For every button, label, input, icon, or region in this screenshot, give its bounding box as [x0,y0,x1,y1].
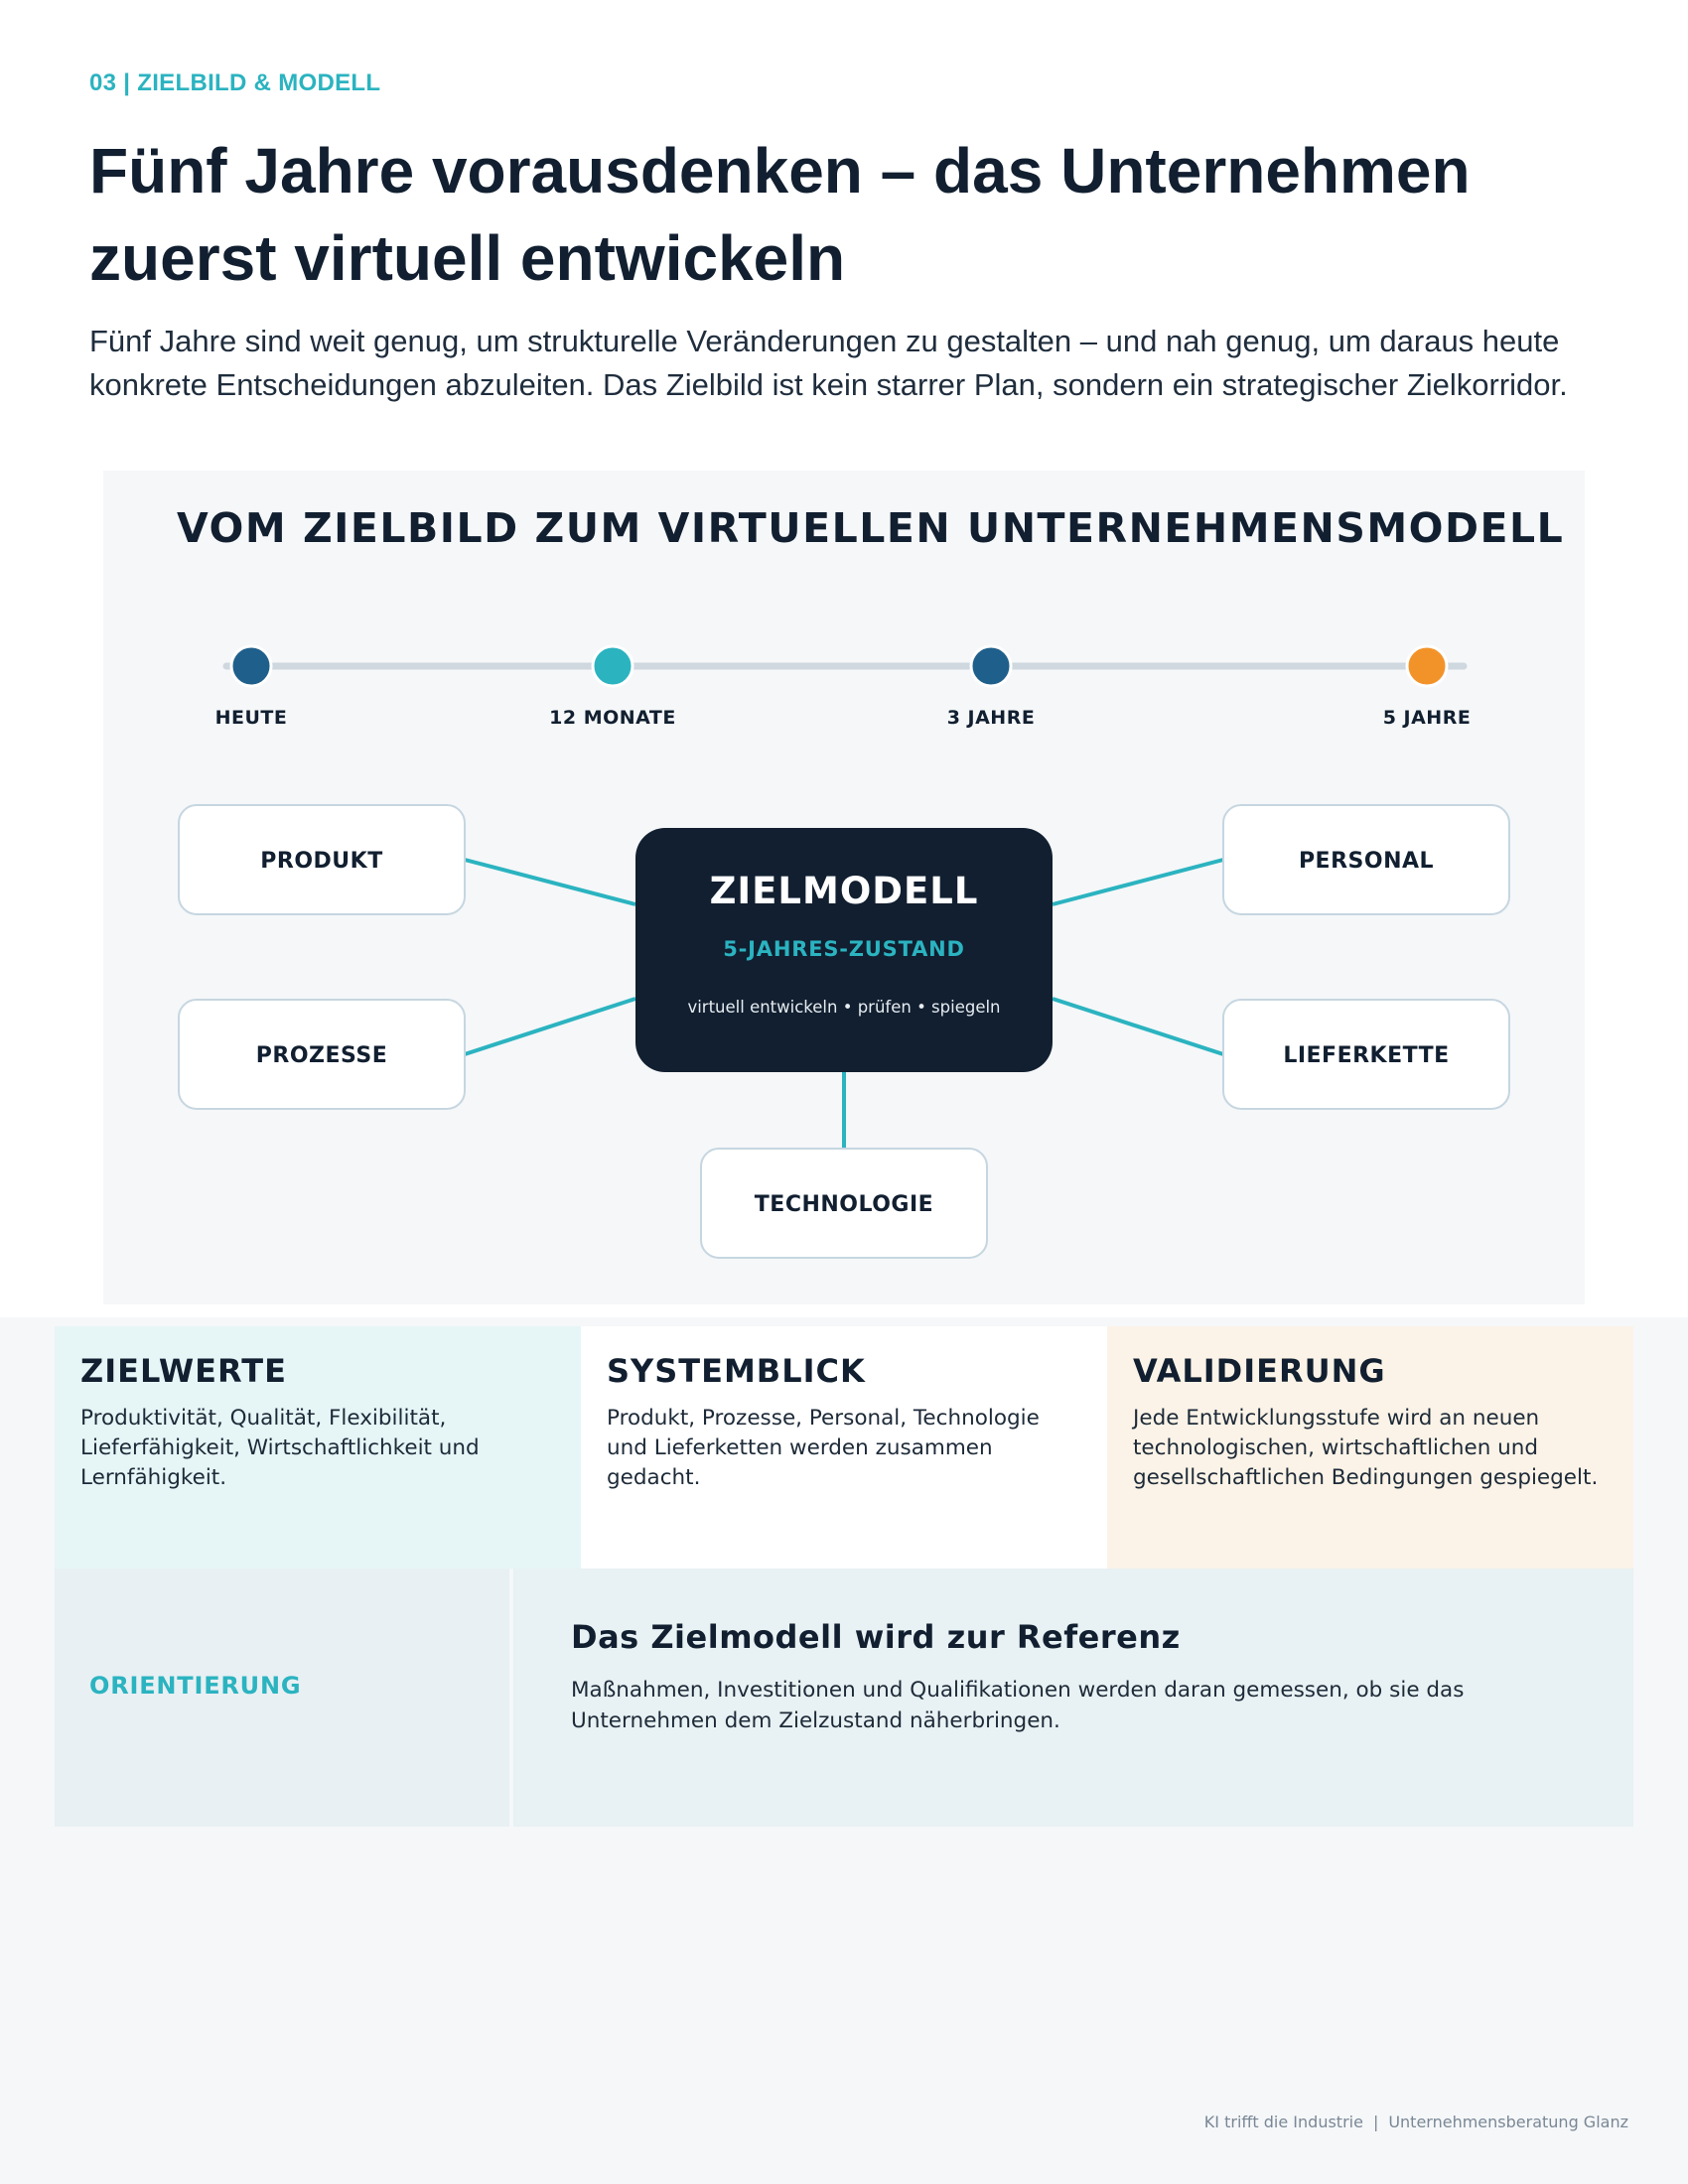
card-text: Jede Entwicklungsstufe wird an neuen technologischen, wirtschaftlichen und gesellschaftlichen Bedingungen gespiegelt. [1133,1406,1599,1490]
timeline-dot-12-monate [593,646,633,686]
node-prozesse-label: PROZESSE [255,1043,388,1068]
timeline-dot-3-jahre [971,646,1011,686]
card-title: VALIDIERUNG [1133,1352,1386,1390]
footer-separator: | [1372,2113,1379,2131]
connector-produkt [465,860,635,904]
connector-personal [1053,860,1223,904]
page-footer [1204,2113,1628,2131]
card-title: ZIELWERTE [80,1352,287,1390]
timeline-label-heute: HEUTE [214,707,288,729]
card-systemblick [581,1326,1107,1569]
zielmodell-caption: virtuell entwickeln • prüfen • spiegeln [687,998,1001,1017]
intro-paragraph: Fünf Jahre sind weit genug, um strukturelle Veränderungen zu gestalten – und nah genug, um daraus heute konkrete Entscheidungen abzuleiten. Das Zielbild ist kein starrer Plan, sondern ein strategischer Zielkorridor. [89,324,1568,402]
node-lieferkette-label: LIEFERKETTE [1283,1043,1450,1068]
card-text: Produkt, Prozesse, Personal, Technologie und Lieferketten werden zusammen gedacht. [607,1406,1040,1490]
card-text: Produktivität, Qualität, Flexibilität, Lieferfähigkeit, Wirtschaftlichkeit und Lernfähigkeit. [80,1406,480,1490]
footer-company: Unternehmensberatung Glanz [1388,2113,1628,2131]
timeline-label-5-jahre: 5 JAHRE [1382,707,1472,729]
node-technologie-label: TECHNOLOGIE [754,1192,934,1217]
node-personal-label: PERSONAL [1298,849,1435,874]
timeline-dot-5-jahre [1407,646,1447,686]
card-title: SYSTEMBLICK [607,1352,866,1390]
diagram-svg [103,471,1585,1304]
orientation-title: Das Zielmodell wird zur Referenz [571,1618,1181,1656]
section-label: 03 | ZIELBILD & MODELL [89,69,381,96]
node-produkt-label: PRODUKT [260,849,383,874]
footer-publication: KI trifft die Industrie [1203,2113,1363,2131]
diagram-panel [103,471,1585,1304]
timeline-dot-heute [231,646,271,686]
card-validierung [1107,1326,1633,1569]
zielmodell-subtitle: 5-JAHRES-ZUSTAND [723,937,965,961]
timeline-label-3-jahre: 3 JAHRE [946,707,1036,729]
zielmodell-title: ZIELMODELL [709,870,979,912]
orientation-text: Maßnahmen, Investitionen und Qualifikationen werden daran gemessen, ob sie das Unternehmen dem Zielzustand näherbringen. [571,1678,1465,1733]
timeline-label-12-monate: 12 MONATE [549,707,676,729]
diagram-title: VOM ZIELBILD ZUM VIRTUELLEN UNTERNEHMENSMODELL [177,504,1565,552]
connector-lieferkette [1053,999,1223,1054]
connector-prozesse [465,999,635,1054]
card-zielwerte [55,1326,581,1569]
page-title: Fünf Jahre vorausdenken – das Unternehmen zuerst virtuell entwickeln [89,135,1471,294]
orientation-label: ORIENTIERUNG [89,1672,302,1700]
